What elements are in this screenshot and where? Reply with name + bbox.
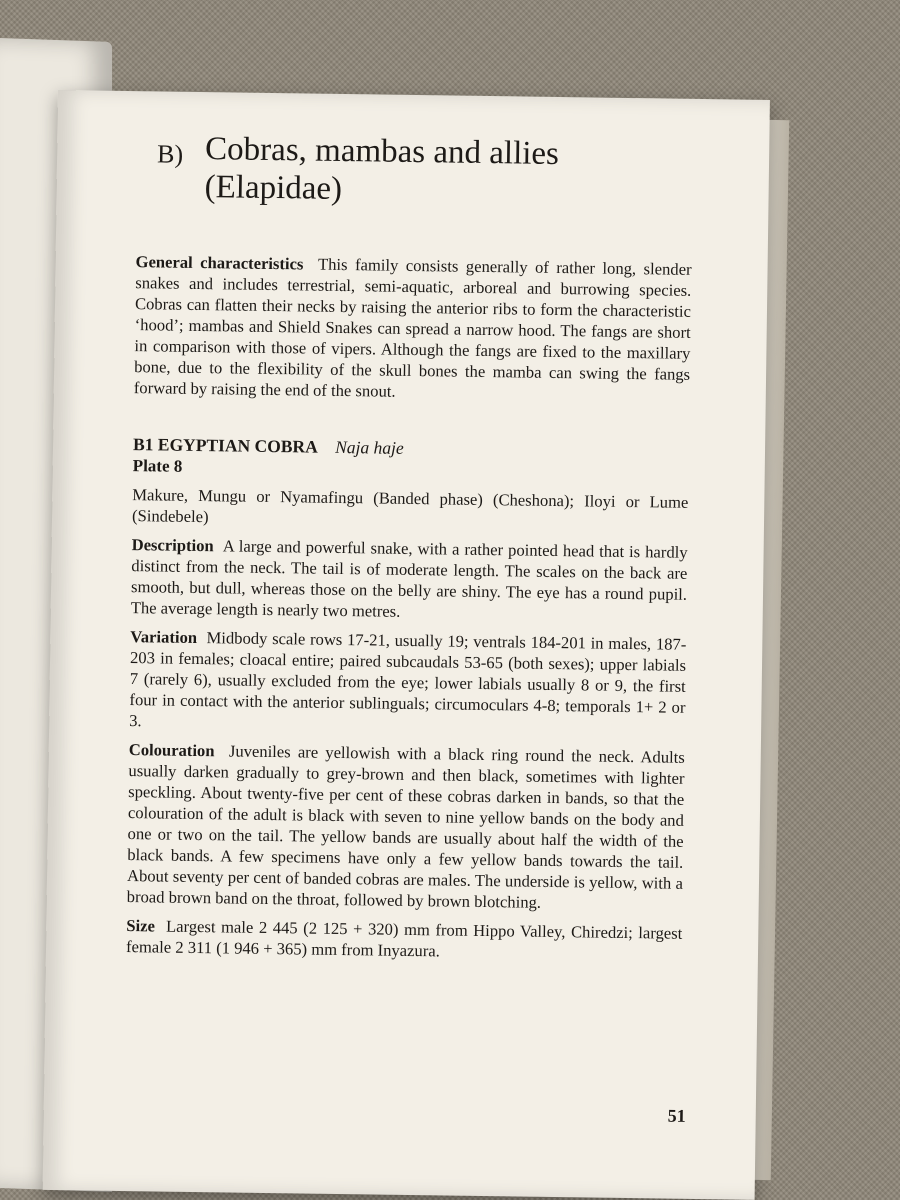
size-paragraph bbox=[126, 915, 683, 965]
section-title-text: Cobras, mambas and allies (Elapidae) bbox=[204, 131, 560, 207]
description-label: Description bbox=[131, 535, 214, 556]
page-body bbox=[126, 251, 692, 973]
general-characteristics-label: General characteristics bbox=[135, 252, 304, 274]
size-text: Largest male 2 445 (2 125 + 320) mm from Hippo Valley, Chiredzi; largest female 2 311 (1 946 + 365) mm from Inyazura. bbox=[125, 916, 683, 961]
variation-text: Midbody scale rows 17-21, usually 19; ventrals 184-201 in males, 187-203 in females; cloacal entire; paired subcaudals 53-65 (both sexes); upper labials 7 (rarely 6), usually excluded from the eye; lower labials usually 8 or 9, the first four in contact with the anterior sublinguals; circumoculars 4-8; temporals 1+ 2 or 3. bbox=[129, 628, 687, 731]
book-page bbox=[43, 90, 770, 1200]
species-latin-name: Naja haje bbox=[335, 436, 404, 458]
colouration-text: Juveniles are yellowish with a black ring round the neck. Adults usually darken gradually to grey-brown and then black, sometimes with lighter speckling. About twenty-five per cent of these cobras darken in bands, so that the colouration of the adult is black with seven to nine yellow bands on the body and one or two on the tail. The yellow bands are usually about half the width of the black bands. A few specimens have only a few yellow bands towards the tail. About seventy per cent of banded cobras are males. The underside is yellow, with a broad brown band on the throat, followed by brown blotching. bbox=[126, 741, 685, 912]
page-number: 51 bbox=[667, 1105, 686, 1126]
colouration-label: Colouration bbox=[128, 740, 215, 761]
size-label: Size bbox=[126, 916, 156, 936]
variation-label: Variation bbox=[130, 627, 198, 647]
species-name: B1 EGYPTIAN COBRA bbox=[132, 434, 317, 457]
variation-paragraph bbox=[129, 626, 686, 739]
plate-reference: Plate 8 bbox=[132, 456, 183, 476]
general-characteristics-paragraph bbox=[134, 251, 692, 406]
section-title bbox=[156, 129, 677, 212]
section-letter: B) bbox=[156, 139, 184, 169]
general-characteristics-text: This family consists generally of rather long, slender snakes and includes terrestrial, semi-aquatic, arboreal and burrowing species. Cobras can flatten their necks by raising the anterior ribs to form the characteristic ‘hood’; mambas and Shield Snakes can spread a narrow hood. The fangs are short in comparison with those of vipers. Although the fangs are fixed to the maxillary bone, due to the flexibility of the skull bones the mamba can swing the fangs forward by raising the end of the snout. bbox=[133, 254, 692, 401]
colouration-paragraph bbox=[127, 739, 685, 915]
description-text: A large and powerful snake, with a rather pointed head that is hardly distinct from the neck. The tail is of moderate length. The scales on the back are smooth, but dull, whereas those on the belly are shiny. The eye has a round pupil. The average length is nearly two metres. bbox=[130, 536, 688, 621]
description-paragraph bbox=[131, 534, 688, 626]
common-names: Makure, Mungu or Nyamafingu (Banded phase) (Cheshona); Iloyi or Lume (Sindebele) bbox=[131, 485, 689, 527]
